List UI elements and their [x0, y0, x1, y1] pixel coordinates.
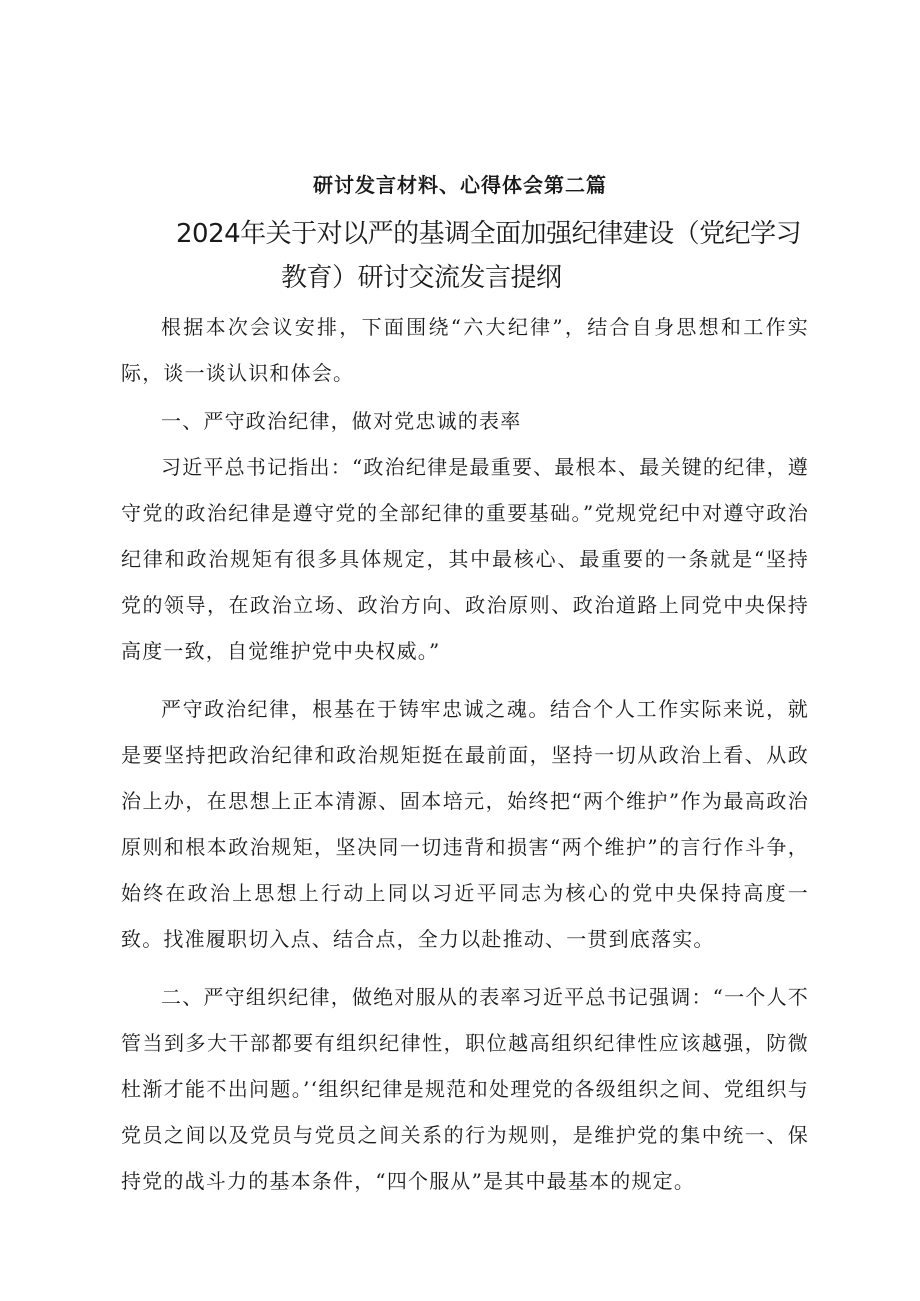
document-subtitle: 研讨发言材料、心得体会第二篇	[313, 173, 607, 197]
document-body	[121, 304, 809, 1204]
paragraph-political-quote: 习近平总书记指出：“政治纪律是最重要、最根本、最关键的纪律，遵守党的政治纪律是遵守党的全部纪律的重要基础。”党规党纪中对遵守政治纪律和政治规矩有很多具体规定，其中最核心、最重要的一条就是“坚持党的领导，在政治立场、政治方向、政治原则、政治道路上同党中央保持高度一致，自觉维护党中央权威。”	[121, 455, 809, 663]
paragraph-organizational: 二、严守组织纪律，做绝对服从的表率习近平总书记强调：“一个人不管当到多大干部都要有组织纪律性，职位越高组织纪律性应该越强，防微杜渐才能不出问题。’‘组织纪律是规范和处理党的各级组织之间、党组织与党员之间以及党员与党员之间关系的行为规则，是维护党的集中统一、保持党的战斗力的基本条件，“四个服从”是其中最基本的规定。	[121, 985, 809, 1193]
paragraph-intro: 根据本次会议安排，下面围绕“六大纪律”，结合自身思想和工作实际，谈一谈认识和体会。	[121, 315, 809, 385]
paragraph-political-practice: 严守政治纪律，根基在于铸牢忠诚之魂。结合个人工作实际来说，就是要坚持把政治纪律和政治规矩挺在最前面，坚持一切从政治上看、从政治上办，在思想上正本清源、固本培元，始终把“两个维护”作为最高政治原则和根本政治规矩，坚决同一切违背和损害“两个维护”的言行作斗争，始终在政治上思想上行动上同以习近平同志为核心的党中央保持高度一致。找准履职切入点、结合点，全力以赴推动、一贯到底落实。	[121, 697, 809, 951]
title-line-1: 2024年关于对以严的基调全面加强纪律建设（党纪学习	[176, 219, 802, 249]
document-title	[176, 212, 826, 300]
title-line-2: 教育）研讨交流发言提纲	[281, 263, 562, 293]
section-heading-political: 一、严守政治纪律，做对党忠诚的表率	[161, 409, 522, 433]
